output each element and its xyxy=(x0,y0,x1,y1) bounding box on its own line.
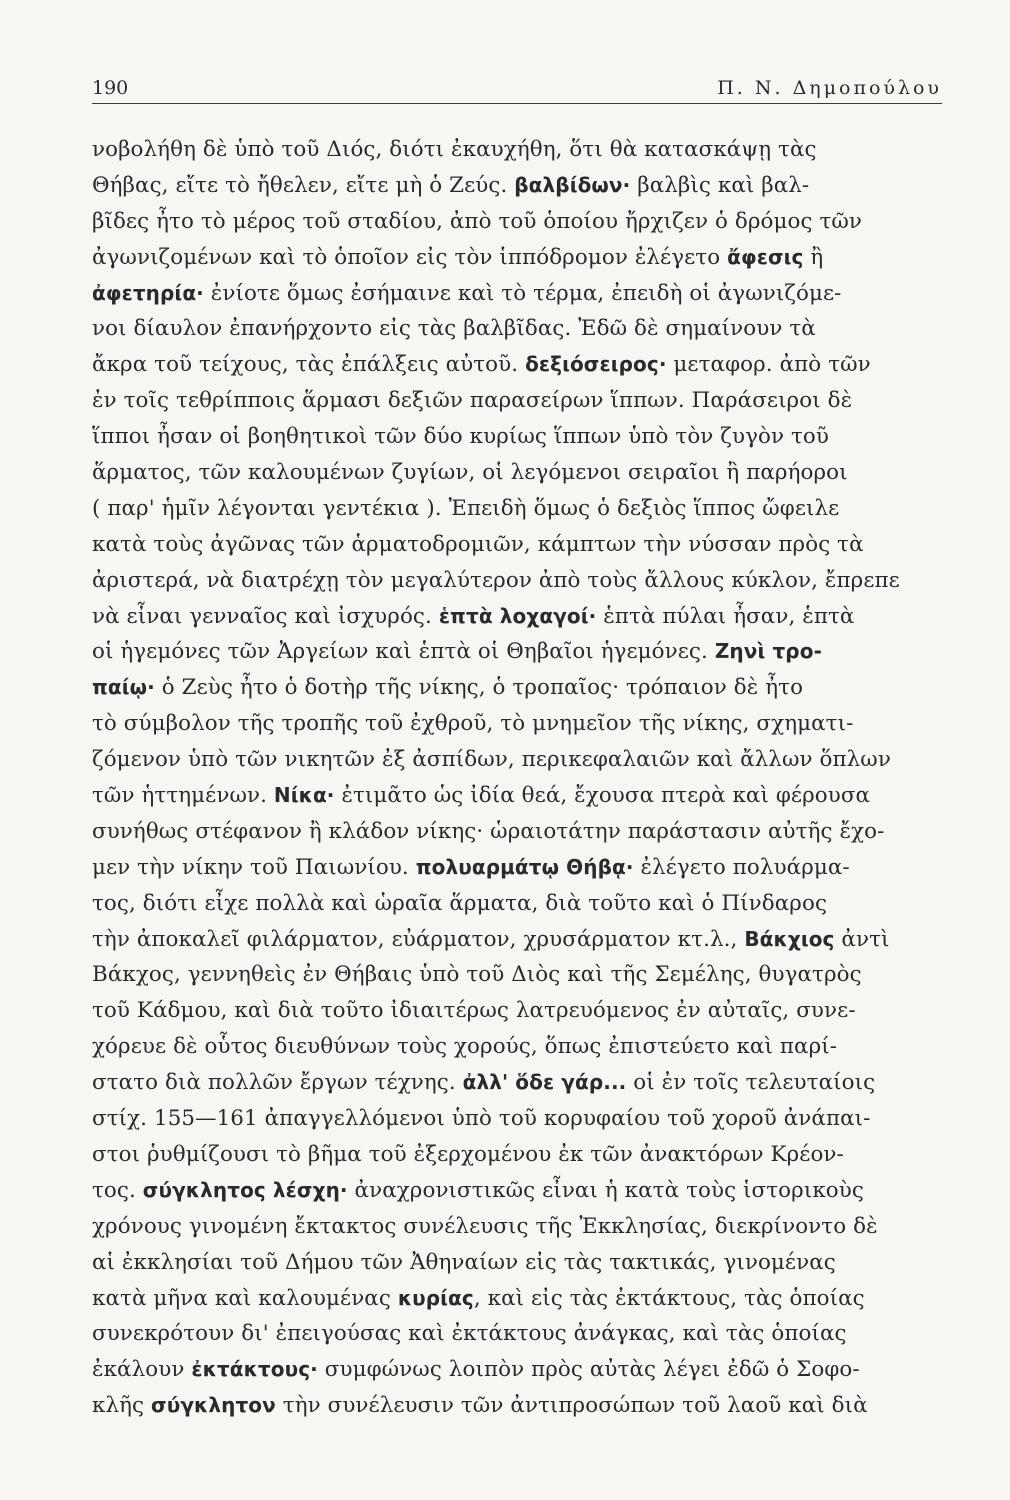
text-line-content: ἀριστερά, νὰ διατρέχῃ τὸν μεγαλύτερον ἀπὸ τοὺς ἄλλους κύκλον, ἔπρεπε xyxy=(92,567,900,593)
text-line xyxy=(92,742,950,778)
text-line-content: κλῆς σύγκλητον τὴν συνέλευσιν τῶν ἀντιπροσώπων τοῦ λαοῦ καὶ διὰ xyxy=(92,1393,868,1419)
text-line xyxy=(92,383,950,419)
text-line xyxy=(92,1352,950,1388)
text-line xyxy=(92,778,950,814)
text-line-content: οἱ ἡγεμόνες τῶν Ἀργείων καὶ ἑπτὰ οἱ Θηβαῖοι ἡγεμόνες. Ζηνὶ τρο- xyxy=(92,639,822,665)
text-line xyxy=(92,491,950,527)
text-line-content: κατὰ μῆνα καὶ καλουμένας κυρίας, καὶ εἰς τὰς ἐκτάκτους, τὰς ὁποίας xyxy=(92,1285,865,1311)
page-number: 190 xyxy=(92,77,129,99)
text-line-content: Βάκχος, γεννηθεὶς ἐν Θήβαις ὑπὸ τοῦ Διὸς καὶ τῆς Σεμέλης, θυγατρὸς xyxy=(92,962,862,988)
text-line xyxy=(92,957,950,993)
text-line-content: ἀγωνιζομένων καὶ τὸ ὁποῖον εἰς τὸν ἱππόδρομον ἐλέγετο ἄφεσις ἢ xyxy=(92,244,824,270)
text-line-content: τος, διότι εἶχε πολλὰ καὶ ὡραῖα ἅρματα, διὰ τοῦτο καὶ ὁ Πίνδαρος xyxy=(92,890,828,916)
text-line-content: ἵπποι ἦσαν οἱ βοηθητικοὶ τῶν δύο κυρίως ἵππων ὑπὸ τὸν ζυγὸν τοῦ xyxy=(92,424,829,450)
text-line xyxy=(92,276,950,312)
text-line-content: τοῦ Κάδμου, καὶ διὰ τοῦτο ἰδιαιτέρως λατρευόμενος ἐν αὐταῖς, συνε- xyxy=(92,998,856,1024)
text-line-content: ζόμενον ὑπὸ τῶν νικητῶν ἐξ ἀσπίδων, περικεφαλαιῶν καὶ ἄλλων ὅπλων xyxy=(92,747,891,773)
text-line xyxy=(92,563,950,599)
text-line xyxy=(92,1137,950,1173)
text-line xyxy=(92,168,950,204)
text-line-content: στατο διὰ πολλῶν ἔργων τέχνης. ἀλλ' ὅδε γάρ... οἱ ἐν τοῖς τελευταίοις xyxy=(92,1070,876,1096)
text-line-content: κατὰ τοὺς ἀγῶνας τῶν ἁρματοδρομιῶν, κάμπτων τὴν νύσσαν πρὸς τὰ xyxy=(92,531,864,557)
text-line-content: χρόνους γινομένη ἔκτακτος συνέλευσις τῆς Ἐκκλησίας, διεκρίνοντο δὲ xyxy=(92,1213,878,1239)
text-line xyxy=(92,1065,950,1101)
text-line-content: ἐν τοῖς τεθρίπποις ἅρμασι δεξιῶν παρασείρων ἵππων. Παράσειροι δὲ xyxy=(92,388,853,414)
text-line-content: τος. σύγκλητος λέσχη· ἀναχρονιστικῶς εἶναι ἡ κατὰ τοὺς ἱστορικοὺς xyxy=(92,1177,864,1203)
text-line-content: νοι δίαυλον ἐπανήρχοντο εἰς τὰς βαλβῖδας. Ἐδῶ δὲ σημαίνουν τὰ xyxy=(92,316,816,342)
text-line xyxy=(92,347,950,383)
text-line xyxy=(92,1316,950,1352)
text-line xyxy=(92,311,950,347)
text-line xyxy=(92,419,950,455)
text-line xyxy=(92,670,950,706)
text-line xyxy=(92,1281,950,1317)
text-line-content: νὰ εἶναι γενναῖος καὶ ἰσχυρός. ἑπτὰ λοχαγοί· ἑπτὰ πύλαι ἦσαν, ἑπτὰ xyxy=(92,603,855,629)
text-line xyxy=(92,634,950,670)
text-line-content: ἅρματος, τῶν καλουμένων ζυγίων, οἱ λεγόμενοι σειραῖοι ἢ παρήοροι xyxy=(92,460,848,486)
text-line-content: μεν τὴν νίκην τοῦ Παιωνίου. πολυαρμάτῳ Θήβᾳ· ἐλέγετο πολυάρμα- xyxy=(92,854,850,880)
text-line xyxy=(92,1245,950,1281)
text-line-content: αἱ ἐκκλησίαι τοῦ Δήμου τῶν Ἀθηναίων εἰς τὰς τακτικάς, γινομένας xyxy=(92,1249,836,1275)
text-line xyxy=(92,1388,950,1424)
text-line-content: τὴν ἀποκαλεῖ φιλάρματον, εὐάρματον, χρυσάρματον κτ.λ., Βάκχιος ἀντὶ xyxy=(92,926,890,952)
text-line xyxy=(92,527,950,563)
text-line xyxy=(92,240,950,276)
text-line xyxy=(92,814,950,850)
text-line-content: βῖδες ἦτο τὸ μέρος τοῦ σταδίου, ἀπὸ τοῦ ὁποίου ἤρχιζεν ὁ δρόμος τῶν xyxy=(92,208,863,234)
text-line-content: στοι ῥυθμίζουσι τὸ βῆμα τοῦ ἐξερχομένου ἐκ τῶν ἀνακτόρων Κρέον- xyxy=(92,1141,844,1167)
page-header xyxy=(92,70,942,104)
text-line-content: τὸ σύμβολον τῆς τροπῆς τοῦ ἐχθροῦ, τὸ μνημεῖον τῆς νίκης, σχηματι- xyxy=(92,711,854,737)
text-line xyxy=(92,706,950,742)
text-line-content: τῶν ἡττημένων. Νίκα· ἐτιμᾶτο ὡς ἰδία θεά, ἔχουσα πτερὰ καὶ φέρουσα xyxy=(92,783,871,809)
text-line xyxy=(92,993,950,1029)
text-line-content: ( παρ' ἡμῖν λέγονται γεντέκια ). Ἐπειδὴ ὅμως ὁ δεξιὸς ἵππος ὤφειλε xyxy=(92,495,840,521)
text-line-content: συνήθως στέφανον ἢ κλάδον νίκης· ὡραιοτάτην παράστασιν αὐτῆς ἔχο- xyxy=(92,818,885,844)
text-line-content: ἄκρα τοῦ τείχους, τὰς ἐπάλξεις αὐτοῦ. δεξιόσειρος· μεταφορ. ἀπὸ τῶν xyxy=(92,352,871,378)
text-line xyxy=(92,1209,950,1245)
running-head: Π. Ν. Δημοπούλου xyxy=(717,77,942,99)
text-line xyxy=(92,204,950,240)
body-text xyxy=(92,132,950,1424)
text-line-content: ἐκάλουν ἐκτάκτους· συμφώνως λοιπὸν πρὸς αὐτὰς λέγει ἐδῶ ὁ Σοφο- xyxy=(92,1357,860,1383)
text-line xyxy=(92,1101,950,1137)
text-line-content: Θήβας, εἴτε τὸ ἤθελεν, εἴτε μὴ ὁ Ζεύς. βαλβίδων· βαλβὶς καὶ βαλ- xyxy=(92,172,810,198)
text-line-content: νοβολήθη δὲ ὑπὸ τοῦ Διός, διότι ἐκαυχήθη, ὅτι θὰ κατασκάψῃ τὰς xyxy=(92,137,817,162)
text-line xyxy=(92,850,950,886)
text-line xyxy=(92,1029,950,1065)
text-line xyxy=(92,599,950,635)
text-line xyxy=(92,1173,950,1209)
text-line-content: χόρευε δὲ οὗτος διευθύνων τοὺς χορούς, ὅπως ἐπιστεύετο καὶ παρί- xyxy=(92,1034,838,1060)
text-line xyxy=(92,455,950,491)
text-line-content: ἀφετηρία· ἐνίοτε ὅμως ἐσήμαινε καὶ τὸ τέρμα, ἐπειδὴ οἱ ἀγωνιζόμε- xyxy=(92,280,842,306)
text-line-content: στίχ. 155—161 ἀπαγγελλόμενοι ὑπὸ τοῦ κορυφαίου τοῦ χοροῦ ἀνάπαι- xyxy=(92,1106,871,1132)
text-line xyxy=(92,922,950,958)
text-line xyxy=(92,886,950,922)
text-line-content: παίῳ· ὁ Ζεὺς ἦτο ὁ δοτὴρ τῆς νίκης, ὁ τροπαῖος· τρόπαιον δὲ ἦτο xyxy=(92,675,804,701)
text-line-content: συνεκρότουν δι' ἐπειγούσας καὶ ἐκτάκτους ἀνάγκας, καὶ τὰς ὁποίας xyxy=(92,1321,847,1347)
text-line xyxy=(92,132,950,168)
